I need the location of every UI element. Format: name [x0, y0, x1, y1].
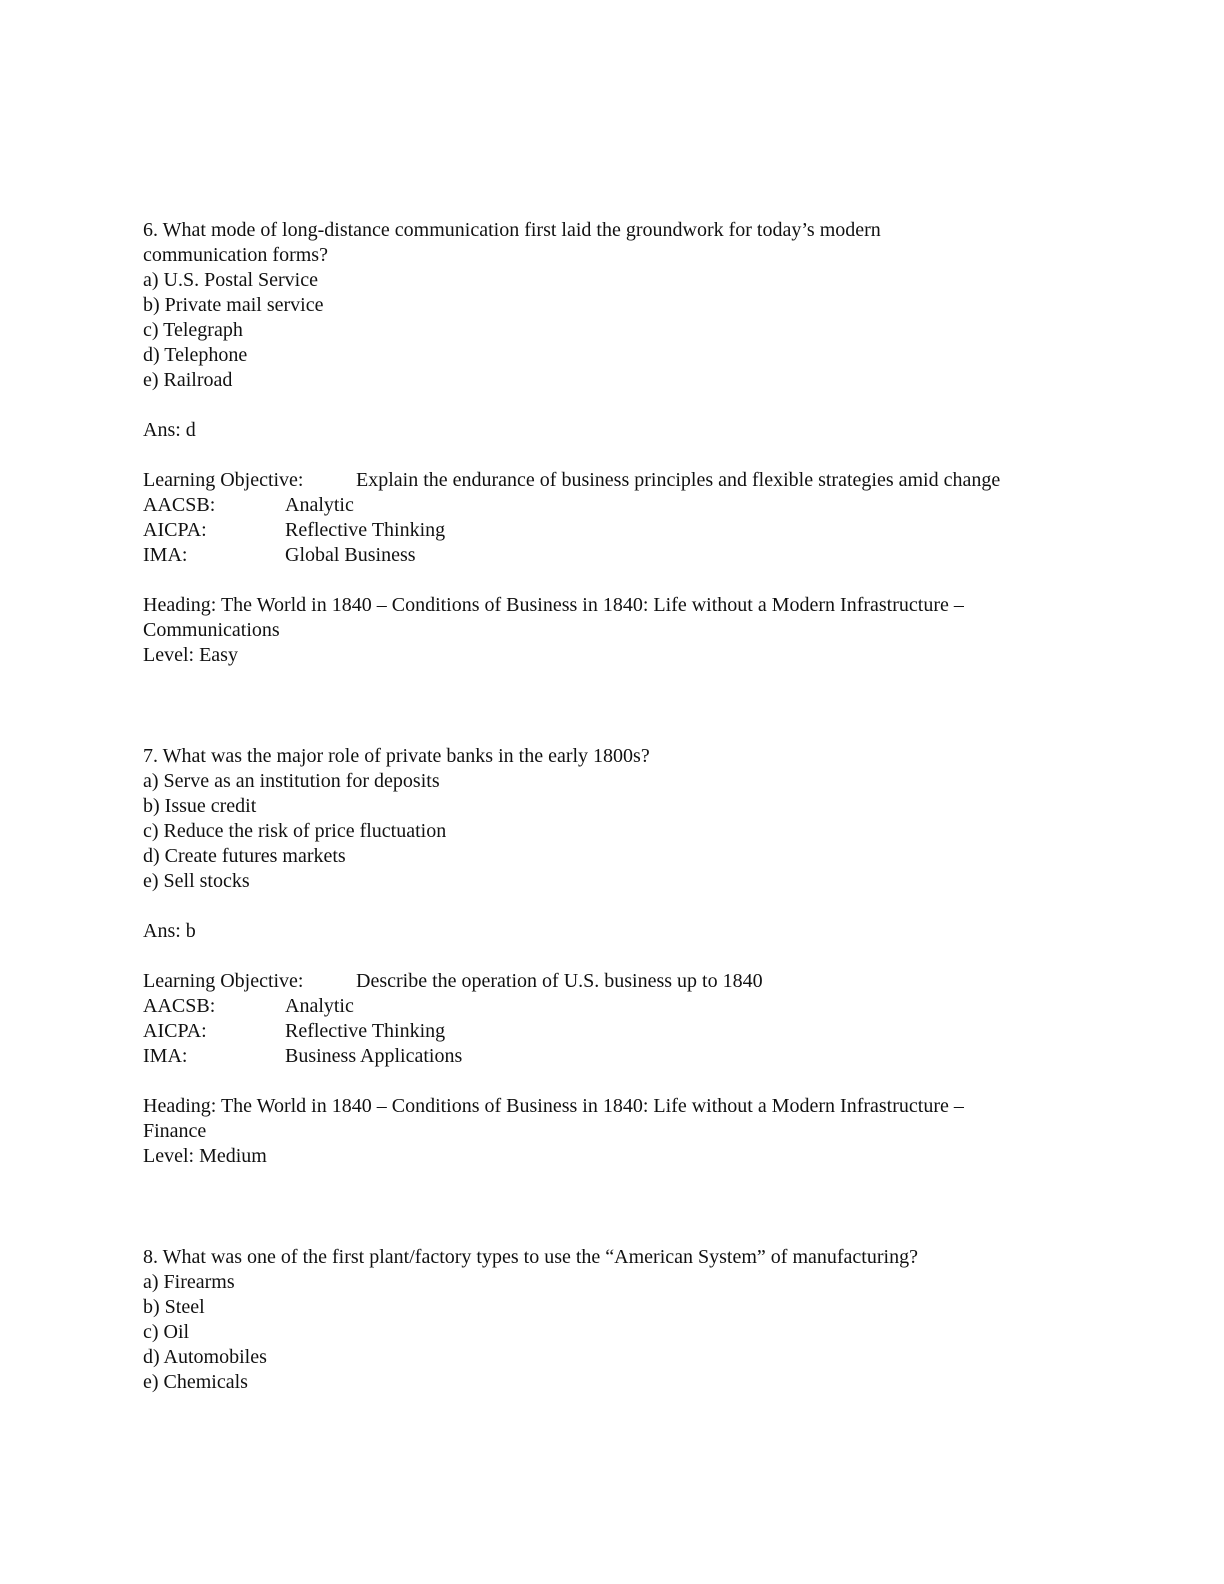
- ima-row: [143, 543, 1103, 568]
- learning-objective-value: Explain the endurance of business principles and flexible strategies amid change: [356, 469, 1001, 491]
- aacsb-row: [143, 994, 1103, 1019]
- answer-option-c: c) Telegraph: [143, 319, 243, 341]
- heading-line: Heading: The World in 1840 – Conditions of Business in 1840: Life without a Modern Infrastructure –: [143, 594, 964, 616]
- answer-key: Ans: b: [143, 920, 196, 942]
- aicpa-label: AICPA:: [143, 519, 207, 541]
- heading-line: Finance: [143, 1120, 207, 1142]
- aacsb-value: Analytic: [285, 995, 354, 1017]
- question-stem-line: communication forms?: [143, 244, 328, 266]
- learning-objective-value: Describe the operation of U.S. business up to 1840: [356, 970, 763, 992]
- ima-label: IMA:: [143, 544, 188, 566]
- answer-option-d: d) Telephone: [143, 344, 248, 366]
- answer-option-b: b) Issue credit: [143, 795, 257, 817]
- question-8: [143, 1245, 1103, 1395]
- answer-option-c: c) Oil: [143, 1321, 190, 1343]
- answer-option-a: a) U.S. Postal Service: [143, 269, 318, 291]
- aicpa-value: Reflective Thinking: [285, 519, 446, 541]
- answer-key: Ans: d: [143, 419, 196, 441]
- aacsb-label: AACSB:: [143, 494, 216, 516]
- answer-option-d: d) Create futures markets: [143, 845, 346, 867]
- heading-line: Communications: [143, 619, 280, 641]
- difficulty-level: Level: Easy: [143, 644, 238, 666]
- answer-option-a: a) Serve as an institution for deposits: [143, 770, 440, 792]
- answer-option-a: a) Firearms: [143, 1271, 235, 1293]
- answer-option-e: e) Chemicals: [143, 1371, 248, 1393]
- answer-option-b: b) Private mail service: [143, 294, 324, 316]
- learning-objective-row: [143, 468, 1103, 493]
- learning-objective-label: Learning Objective:: [143, 469, 304, 491]
- aacsb-label: AACSB:: [143, 995, 216, 1017]
- answer-option-e: e) Railroad: [143, 369, 233, 391]
- aicpa-row: [143, 518, 1103, 543]
- question-7: [143, 744, 1103, 1169]
- ima-value: Global Business: [285, 544, 416, 566]
- ima-value: Business Applications: [285, 1045, 463, 1067]
- difficulty-level: Level: Medium: [143, 1145, 267, 1167]
- answer-option-b: b) Steel: [143, 1296, 205, 1318]
- learning-objective-label: Learning Objective:: [143, 970, 304, 992]
- answer-option-d: d) Automobiles: [143, 1346, 267, 1368]
- question-stem-line: 7. What was the major role of private banks in the early 1800s?: [143, 745, 650, 767]
- question-6: [143, 218, 1103, 668]
- answer-option-e: e) Sell stocks: [143, 870, 250, 892]
- question-stem-line: 6. What mode of long-distance communication first laid the groundwork for today’s modern: [143, 219, 881, 241]
- ima-label: IMA:: [143, 1045, 188, 1067]
- heading-line: Heading: The World in 1840 – Conditions of Business in 1840: Life without a Modern Infrastructure –: [143, 1095, 964, 1117]
- aacsb-value: Analytic: [285, 494, 354, 516]
- learning-objective-row: [143, 969, 1103, 994]
- question-stem-line: 8. What was one of the first plant/factory types to use the “American System” of manufacturing?: [143, 1246, 918, 1268]
- aicpa-label: AICPA:: [143, 1020, 207, 1042]
- aicpa-row: [143, 1019, 1103, 1044]
- aacsb-row: [143, 493, 1103, 518]
- ima-row: [143, 1044, 1103, 1069]
- answer-option-c: c) Reduce the risk of price fluctuation: [143, 820, 447, 842]
- aicpa-value: Reflective Thinking: [285, 1020, 446, 1042]
